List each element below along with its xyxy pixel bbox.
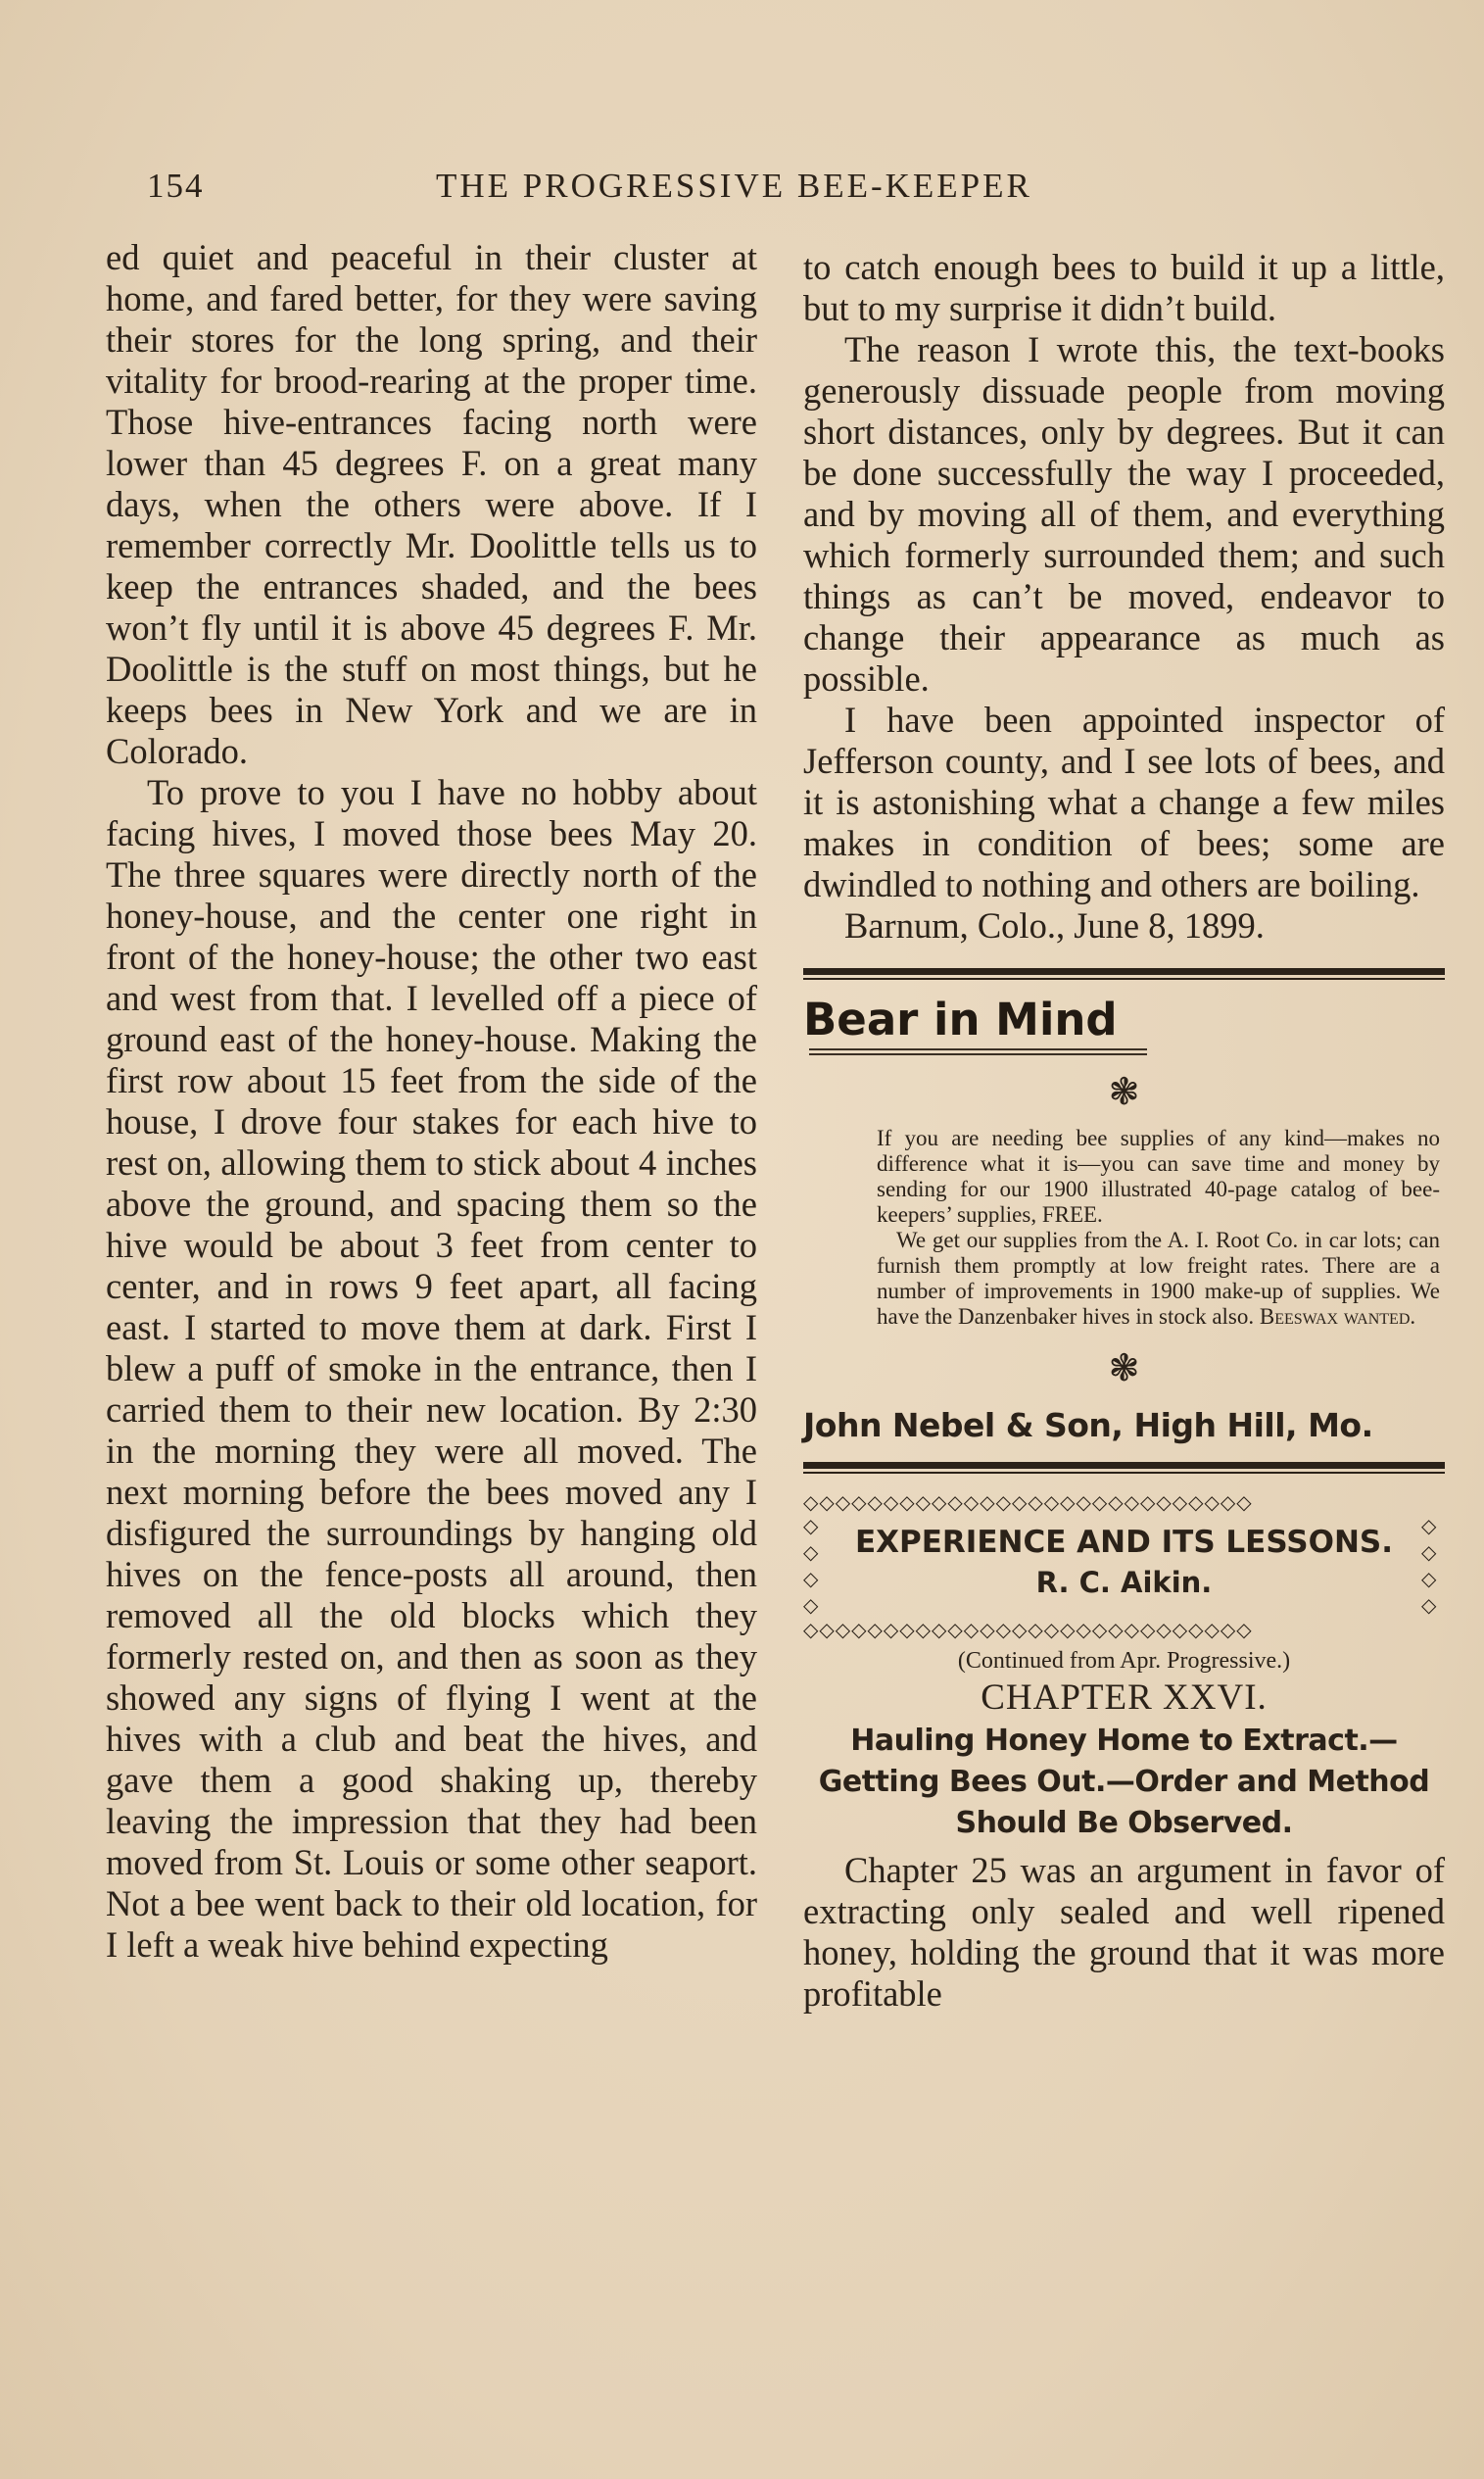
- continued-note: (Continued from Apr. Progressive.): [957, 1648, 1291, 1674]
- article-title: EXPERIENCE AND ITS LESSONS.: [854, 1525, 1394, 1560]
- diamond-row: ◇◇◇◇◇◇◇◇◇◇◇◇◇◇◇◇◇◇◇◇◇◇◇◇◇◇◇◇: [803, 1491, 1253, 1513]
- left-paragraph-1: ed quiet and peaceful in their cluster at home, and fared better, for they were saving their stores for the long spring, and their vitality for brood-rearing at the proper time. Those hive-entrances facing north were lower than 45 degrees F. on a great many days, when the others were above. If I remember correctly Mr. Doolittle tells us to keep the entrances shaded, and the bees won’t fly until it is above 45 degrees F. Mr. Doolittle is the stuff on most things, but he keeps bees in New York and we are in Colorado.: [106, 237, 757, 771]
- diamond-border-right: ◇ ◇ ◇ ◇: [1421, 1514, 1437, 1617]
- advertisement: [803, 980, 1445, 1444]
- left-paragraph-2: To prove to you I have no hobby about facing hives, I moved those bees May 20. The three squares were directly north of the honey-house, and the center one right in front of the honey-house; the other two east and west from that. I levelled off a piece of ground east of the honey-house. Making the first row about 15 feet from the side of the house, I drove four stakes for each hive to rest on, allowing them to stick about 4 inches above the ground, and spacing them so the hive would be about 3 feet from center to center, and in rows 9 feet apart, all facing east. I started to move them at dark. First I blew a puff of smoke in the entrance, then I carried them to their new location. By 2:30 in the morning they were all moved. The next morning before the bees moved any I disfigured the surroundings by hanging old hives on the fence-posts all around, then removed all the old blocks which they formerly rested on, and then as soon as they showed any signs of flying I went at the hives with a club and beat the hives, and gave them a good shaking up, thereby leaving the impression that they had been moved from St. Louis or some other seaport. Not a bee went back to their old location, for I left a weak hive behind expecting: [106, 772, 757, 1965]
- flower-ornament-icon: ❃: [1108, 1072, 1140, 1113]
- ad-text-2: We get our supplies from the A. I. Root Co. in car lots; can furnish them promptly at low freight rates. There are a number of improvements in 1900 make-up of supplies. We have the Danzenbaker hives in stock also. Beeswax wanted.: [877, 1228, 1440, 1329]
- page-number: 154: [147, 167, 205, 205]
- ad-title: Bear in Mind: [803, 994, 1118, 1045]
- flower-ornament-icon-2: ❃: [1108, 1348, 1140, 1389]
- right-column: [803, 247, 1445, 2015]
- ad-free-label: FREE.: [1041, 1202, 1103, 1227]
- article-body: Chapter 25 was an argument in favor of extracting only sealed and well ripened honey, holding the ground that it was more profitable: [803, 1850, 1445, 2014]
- left-column: [106, 237, 757, 1966]
- ad-title-underline: [809, 1048, 1147, 1055]
- diamond-row: ◇◇◇◇◇◇◇◇◇◇◇◇◇◇◇◇◇◇◇◇◇◇◇◇◇◇◇◇: [803, 1619, 1253, 1640]
- advertiser-name: John Nebel & Son, High Hill, Mo.: [803, 1406, 1373, 1444]
- ad-text-1: If you are needing bee supplies of any kind—makes no difference what it is—you can save time and money by sending for our 1900 illustrated 40-page catalog of bee-keepers’ supplies, FREE.: [877, 1126, 1440, 1227]
- article-heading-box: [803, 1491, 1445, 1640]
- chapter-subheading: Hauling Honey Home to Extract.—Getting Bees Out.—Order and Method Should Be Observed.: [818, 1724, 1430, 1840]
- right-paragraph-2: The reason I wrote this, the text-books generously dissuade people from moving short distances, only by degrees. But it can be done successfully the way I proceeded, and by moving all of them, and everything which formerly surrounded them; and such things as can’t be moved, endeavor to change their appearance as much as possible.: [803, 329, 1445, 699]
- journal-title: THE PROGRESSIVE BEE-KEEPER: [436, 167, 1032, 205]
- chapter-number: CHAPTER XXVI.: [981, 1677, 1268, 1718]
- section-divider: [803, 968, 1445, 975]
- ad-beeswax-label: Beeswax wanted.: [1259, 1304, 1416, 1329]
- diamond-border-bottom: [803, 1619, 1445, 1640]
- letter-signature: Barnum, Colo., June 8, 1899.: [844, 905, 1265, 946]
- section-divider-2: [803, 1462, 1445, 1469]
- right-paragraph-1: to catch enough bees to build it up a little, but to my surprise it didn’t build.: [803, 247, 1445, 328]
- diamond-border-top: [803, 1491, 1445, 1513]
- right-paragraph-3: I have been appointed inspector of Jefferson county, and I see lots of bees, and it is astonishing what a change a few miles makes in condition of bees; some are dwindled to nothing and others are boiling.: [803, 700, 1445, 904]
- article-author: R. C. Aikin.: [1035, 1566, 1213, 1599]
- running-header: [147, 167, 1126, 216]
- diamond-border-left: ◇ ◇ ◇ ◇: [803, 1514, 819, 1617]
